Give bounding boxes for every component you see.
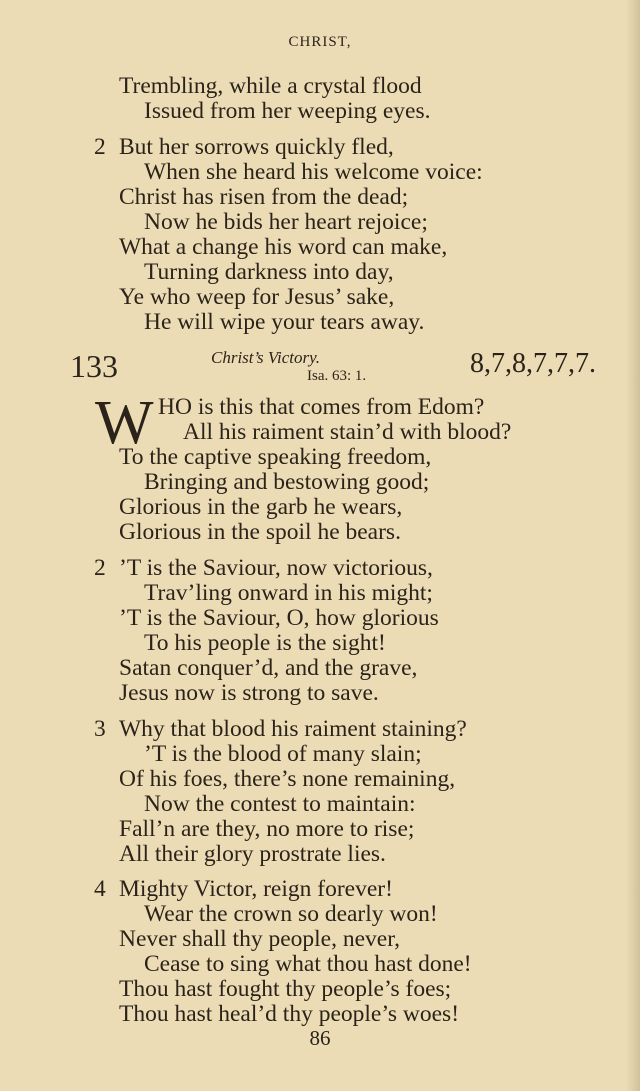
page-number: 86 bbox=[309, 1026, 331, 1050]
hymn-line: To his people is the sight! bbox=[144, 630, 386, 656]
hymn-line: Jesus now is strong to save. bbox=[119, 680, 379, 706]
hymn-line: Christ has risen from the dead; bbox=[119, 184, 409, 210]
hymn-line: To the captive speaking freedom, bbox=[119, 444, 432, 470]
hymn-line: Fall’n are they, no more to rise; bbox=[119, 816, 415, 842]
hymn-line: Cease to sing what thou hast done! bbox=[144, 951, 472, 977]
hymn-line: Bringing and bestowing good; bbox=[144, 469, 430, 495]
hymn-line: All his raiment stain’d with blood? bbox=[183, 419, 512, 445]
hymn-line: Turning darkness into day, bbox=[144, 259, 394, 285]
hymn-line: Glorious in the spoil he bears. bbox=[119, 519, 401, 545]
hymn-line: He will wipe your tears away. bbox=[144, 309, 425, 335]
hymn-meter: 8,7,8,7,7,7. bbox=[470, 348, 596, 379]
hymn-title: Christ’s Victory. bbox=[211, 348, 320, 367]
hymn-line: Why that blood his raiment staining? bbox=[119, 716, 467, 742]
hymn-line: What a change his word can make, bbox=[119, 234, 448, 260]
hymn-line: ’T is the Saviour, now victorious, bbox=[119, 555, 433, 581]
hymn-number: 133 bbox=[70, 348, 118, 384]
stanza-number: 4 bbox=[94, 876, 106, 902]
hymn-line: When she heard his welcome voice: bbox=[144, 159, 483, 185]
hymn-line: Now he bids her heart rejoice; bbox=[144, 209, 428, 235]
stanza-number: 2 bbox=[94, 134, 106, 160]
hymn-line: HO is this that comes from Edom? bbox=[158, 394, 485, 420]
scripture-reference: Isa. 63: 1. bbox=[307, 368, 367, 384]
hymn-line: ’T is the blood of many slain; bbox=[144, 741, 422, 767]
hymn-line: Now the contest to maintain: bbox=[144, 791, 416, 817]
hymn-line: Wear the crown so dearly won! bbox=[144, 901, 438, 927]
stanza-number: 3 bbox=[94, 716, 106, 742]
hymn-line: Issued from her weeping eyes. bbox=[144, 98, 431, 124]
page-edge-shadow bbox=[626, 0, 640, 1091]
stanza-number: 2 bbox=[94, 555, 106, 581]
drop-cap: W bbox=[95, 389, 154, 457]
hymn-line: Trembling, while a crystal flood bbox=[119, 73, 422, 99]
hymn-line: Thou hast fought thy people’s foes; bbox=[119, 976, 452, 1002]
hymn-line: Thou hast heal’d thy people’s woes! bbox=[119, 1001, 460, 1027]
hymn-line: But her sorrows quickly fled, bbox=[119, 134, 394, 160]
hymn-line: Trav’ling onward in his might; bbox=[144, 580, 433, 606]
hymn-line: All their glory prostrate lies. bbox=[119, 841, 386, 867]
hymn-line: Mighty Victor, reign forever! bbox=[119, 876, 393, 902]
hymn-line: Satan conquer’d, and the grave, bbox=[119, 655, 418, 681]
hymn-line: Glorious in the garb he wears, bbox=[119, 494, 403, 520]
hymn-line: Ye who weep for Jesus’ sake, bbox=[119, 284, 395, 310]
hymn-line: ’T is the Saviour, O, how glorious bbox=[119, 605, 439, 631]
running-head: CHRIST, bbox=[288, 34, 352, 50]
hymn-line: Never shall thy people, never, bbox=[119, 926, 400, 952]
hymn-line: Of his foes, there’s none remaining, bbox=[119, 766, 456, 792]
